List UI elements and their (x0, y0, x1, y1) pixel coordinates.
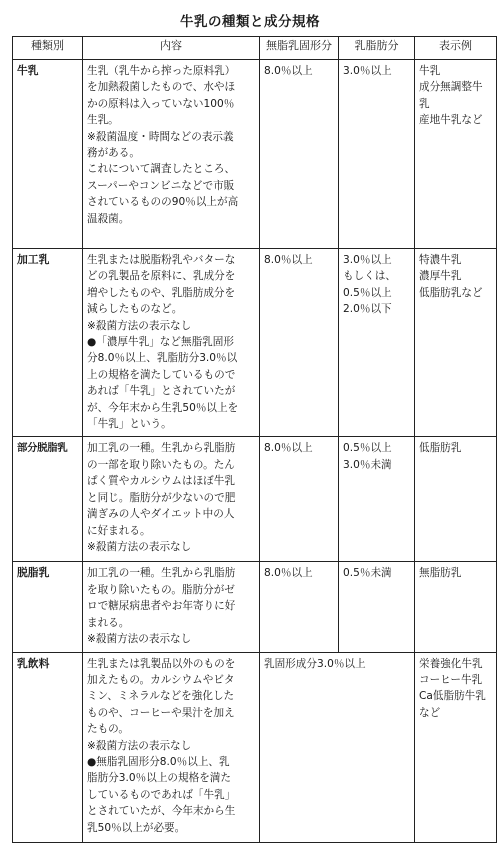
fat-cell (339, 562, 415, 652)
content-line: たもの。 (87, 723, 129, 736)
content-line: 生乳または乳製品以外のものを (87, 657, 236, 670)
header-kind: 種類別 (13, 37, 83, 60)
content-line: ※殺菌方法の表示なし (87, 739, 192, 752)
content-line: と同じ。脂肪分が少ないので肥 (87, 491, 236, 504)
content-line: ●「濃厚牛乳」など無脂乳固形 (87, 336, 234, 349)
content-line: ※殺菌方法の表示なし (87, 319, 192, 332)
content-line: 脂肪分3.0％以上の規格を満た (87, 772, 231, 785)
example-line: Ca低脂肪牛乳 (419, 690, 486, 703)
kind-cell: 乳飲料 (13, 652, 83, 842)
content-line: どの乳製品を原料に、乳成分を (87, 270, 236, 283)
solids-cell (260, 562, 339, 652)
fat-cell (339, 249, 415, 437)
content-line: 温殺菌。 (87, 212, 130, 225)
content-line: ※殺菌方法の表示なし (87, 540, 192, 553)
content-line: とされていたが、今年末から生 (87, 805, 236, 818)
header-row (13, 37, 497, 60)
content-line: 満ぎみの人やダイエット中の人 (87, 508, 235, 521)
content-line: ロで糖尿病患者やお年寄りに好 (87, 600, 236, 613)
table-row (13, 652, 497, 842)
example-line: 産地牛乳など (419, 114, 483, 127)
content-line: あれば「牛乳」とされていたが (87, 385, 236, 398)
fat-cell (339, 437, 415, 562)
content-line: ●無脂乳固形分8.0％以上、乳 (87, 755, 230, 768)
content-line: 生乳または脱脂粉乳やバターな (87, 254, 236, 266)
content-line: しているものであれば「牛乳」 (87, 788, 236, 801)
content-line: これについて調査したところ、 (87, 163, 236, 176)
example-line: 無脂肪乳 (419, 567, 462, 580)
content-line: の一部を取り除いたもの。たん (87, 458, 235, 471)
header-examples: 表示例 (415, 37, 497, 60)
content-line: 減らしたものなど。 (87, 303, 183, 316)
merged-value: 乳固形成分3.0％以上 (264, 657, 366, 670)
content-line: まれる。 (87, 616, 130, 629)
content-line: が、今年末から生乳50％以上を (87, 401, 239, 414)
content-line: 乳50％以上が必要。 (87, 821, 186, 834)
example-line: 濃厚牛乳 (419, 270, 462, 283)
solids-cell (260, 60, 339, 249)
kind-cell: 加工乳 (13, 249, 83, 437)
kind-cell: 牛乳 (13, 60, 83, 249)
header-solids: 無脂乳固形分 (260, 37, 339, 60)
examples-cell (415, 562, 497, 652)
content-line: 「牛乳」という。 (87, 418, 172, 431)
content-cell (83, 652, 260, 842)
solids-value: 8.0％以上 (264, 442, 313, 455)
fat-cell (339, 60, 415, 249)
content-line: 加えたもの。カルシウムやビタ (87, 673, 235, 686)
content-line: に好まれる。 (87, 524, 151, 537)
content-line: 生乳。 (87, 114, 119, 127)
content-line: 加工乳の一種。生乳から乳脂肪 (87, 442, 236, 455)
examples-cell (415, 652, 497, 842)
fat-value: 0.5％以上 (343, 286, 392, 299)
content-line: を加熱殺菌したもので、水やほ (87, 81, 236, 94)
solids-cell (260, 249, 339, 437)
content-line: 務がある。 (87, 147, 140, 160)
content-line: ※殺菌方法の表示なし (87, 633, 192, 646)
content-line: 分8.0％以上、乳脂肪分3.0％以 (87, 352, 238, 365)
example-line: 成分無調整牛 (419, 81, 483, 94)
table-row (13, 437, 497, 562)
content-line: 生乳（乳牛から搾った原料乳） (87, 65, 236, 77)
milk-standards-table (12, 36, 497, 843)
fat-value: 0.5％以上 (343, 442, 392, 455)
example-line: 低脂肪乳 (419, 442, 462, 455)
content-line: ミン、ミネラルなどを強化した (87, 690, 235, 703)
header-fat: 乳脂肪分 (339, 37, 415, 60)
solids-value: 8.0％以上 (264, 65, 313, 77)
examples-cell (415, 437, 497, 562)
content-line: ものや、コーヒーや果汁を加え (87, 706, 235, 719)
example-line: 牛乳 (419, 65, 441, 77)
content-cell (83, 60, 260, 249)
content-line: 上の規格を満たしているもので (87, 368, 236, 381)
table-row (13, 562, 497, 652)
content-cell (83, 437, 260, 562)
content-cell (83, 249, 260, 437)
solids-value: 8.0％以上 (264, 567, 313, 580)
header-content: 内容 (83, 37, 260, 60)
example-line: など (419, 706, 441, 719)
fat-value: 0.5％未満 (343, 567, 392, 580)
content-line: スーパーやコンビニなどで市販 (87, 179, 235, 192)
example-line: 乳 (419, 97, 430, 110)
content-line: ※殺菌温度・時間などの表示義 (87, 130, 234, 143)
content-line: 加工乳の一種。生乳から乳脂肪 (87, 567, 236, 580)
content-line: ぱく質やカルシウムはほぼ牛乳 (87, 475, 235, 488)
fat-value: 3.0％未満 (343, 458, 392, 471)
example-line: コーヒー牛乳 (419, 673, 483, 686)
document-title: 牛乳の種類と成分規格 (180, 14, 320, 30)
kind-cell: 脱脂乳 (13, 562, 83, 652)
solids-cell (260, 437, 339, 562)
examples-cell (415, 249, 497, 437)
kind-cell: 部分脱脂乳 (13, 437, 83, 562)
fat-value: 3.0％以上 (343, 65, 392, 77)
content-cell (83, 562, 260, 652)
solids-value: 8.0％以上 (264, 254, 313, 266)
examples-cell (415, 60, 497, 249)
fat-value: 3.0％以上 (343, 254, 392, 266)
fat-value: 2.0％以下 (343, 303, 392, 316)
table-row (13, 60, 497, 249)
content-line: かの原料は入っていない100％ (87, 97, 235, 110)
fat-value: もしくは、 (343, 270, 396, 283)
example-line: 低脂肪乳など (419, 286, 483, 299)
content-line: されているものの90％以上が高 (87, 196, 239, 209)
example-line: 栄養強化牛乳 (419, 657, 483, 670)
table-row (13, 249, 497, 437)
content-line: を取り除いたもの。脂肪分がゼ (87, 583, 235, 596)
example-line: 特濃牛乳 (419, 254, 462, 266)
merged-solids-fat-cell (260, 652, 415, 842)
content-line: 増やしたものや、乳脂肪成分を (87, 286, 236, 299)
